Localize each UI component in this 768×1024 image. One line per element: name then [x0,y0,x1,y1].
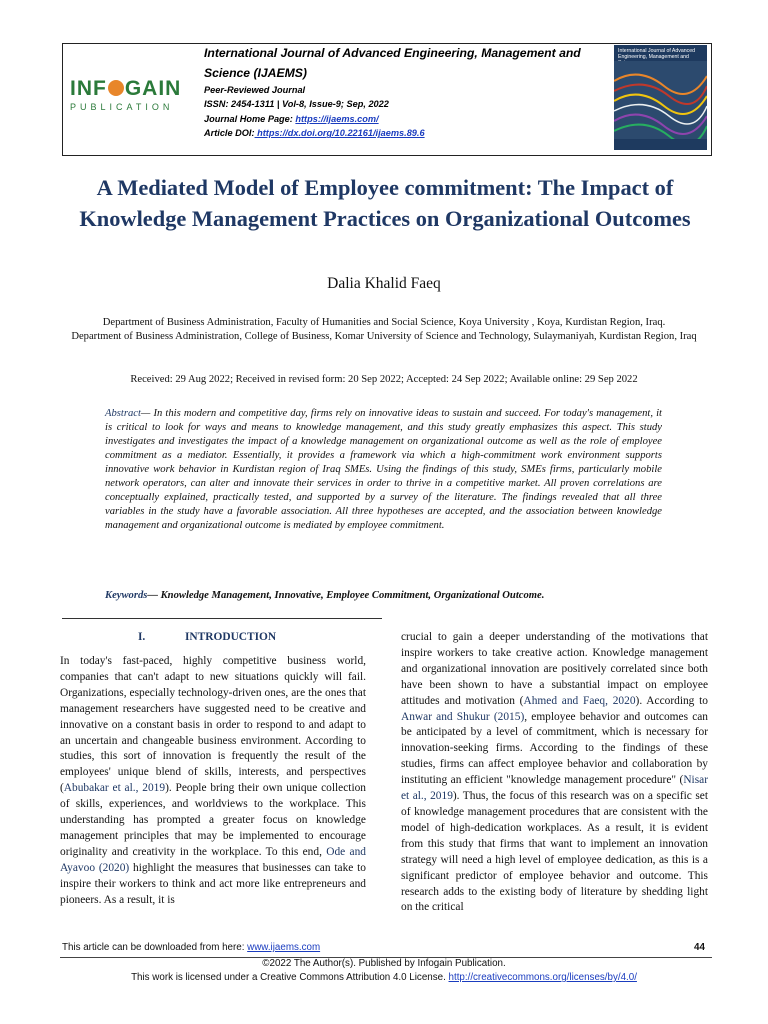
affiliation-1: Department of Business Administration, Faculty of Humanities and Social Science, Koya University , Koya, Kurdistan Region, Iraq. [102,317,666,328]
cover-art-icon [614,61,707,139]
homepage-label: Journal Home Page: [204,113,296,124]
section-number: I. [138,631,146,643]
abstract-label: Abstract [105,408,141,419]
citation-link[interactable]: Abubakar et al., 2019 [63,782,166,795]
citation-link[interactable]: Ode and Ayavoo (2020) [60,845,366,874]
doi-label: Article DOI: [204,128,255,139]
left-column-text [60,654,366,909]
peer-reviewed-label: Peer-Reviewed Journal [204,85,306,95]
doi-line [204,126,599,140]
copyright-line: ©2022 The Author(s). Published by Infogain Publication. [262,958,506,969]
abstract-text: In this modern and competitive day, firms rely on innovative ideas to sustain and succeed. For today's management, it is critical to look for ways and means to knowledge management, and this study greatly emphasizes this aspect. This study investigates and investigates the impact of a knowledge management on organizational outcome as well as the role of employee commitment as a mediator. Essentially, it provides a framework via which a high-commitment work environment supports innovative work behavior in Kurdistan region of Iraq SMEs. Using the findings of this study, SMEs firms, particularly mobile network operators, can alter and innovate their services in order to thrive in a competitive market. All proven correlations are conceptually explained, practically tested, and supported by a survey of the literature. The findings revealed that all three variables in the study have a favorable association. All three hypotheses are accepted, and the association between knowledge management and organizational outcome is mediated by employee commitment. [105,408,662,532]
keywords-label: Keywords [105,590,148,601]
keywords-text: — Knowledge Management, Innovative, Employee Commitment, Organizational Outcome. [147,590,545,601]
affiliation-2: Department of Business Administration, College of Business, Komar University of Science and Technology, Sulaymaniyah, Kurdistan Region, Iraq [71,331,697,342]
col1-text-3: highlight the measures that businesses can take to inspire their workers to think and act more like entrepreneurs and pioneers. As a result, it is [60,861,366,906]
cover-title: International Journal of Advanced Engineering, Management and [618,48,696,60]
abstract-dash: — [140,408,154,419]
col2-text-2: ). According to [635,694,709,707]
journal-info [204,43,599,141]
download-link[interactable]: www.ijaems.com [247,942,321,953]
paper-title: A Mediated Model of Employee commitment: The Impact of Knowledge Management Practices on Organizational Outcomes [79,175,691,231]
section-title: INTRODUCTION [185,631,277,643]
col1-text-2: ). People bring their own unique collection of skills, experiences, and worldviews to the workplace. This understanding has prompted a greater focus on knowledge management principles that may be implemented to encourage originality and creativity in the workplace. To this end, [60,782,366,858]
affiliations [62,316,706,344]
logo-globe-icon [108,80,124,96]
homepage-line [204,112,599,126]
download-label: This article can be downloaded from here: [62,942,248,953]
logo-subtitle: PUBLICATION [70,102,174,112]
article-dates: Received: 29 Aug 2022; Received in revised form: 20 Sep 2022; Accepted: 24 Sep 2022; Available online: 29 Sep 2022 [130,374,638,385]
abstract [105,407,662,533]
citation-link[interactable]: Ahmed and Faeq, 2020 [523,694,636,707]
license-line [0,972,768,983]
homepage-link[interactable]: https://ijaems.com/ [295,113,379,124]
page-number: 44 [694,942,705,953]
doi-link[interactable]: https://dx.doi.org/10.22161/ijaems.89.6 [254,128,425,139]
keywords [105,590,662,601]
citation-link[interactable]: Nisar et al., 2019 [401,774,708,803]
author-name: Dalia Khalid Faeq [327,275,441,292]
col2-text-4: ). Thus, the focus of this research was on a specific set of knowledge management procedures that are consistent with the model of high-dedication workplaces. As a result, it is evident from this study that firms that want to implement an innovation strategy will need a high level of employee dedication, as this is a significant predictor of employee behavior and outcome. This research adds to the existing body of literature by shedding light on the critical [401,790,708,914]
citation-link[interactable]: Anwar and Shukur (2015) [401,710,525,723]
section-divider [62,618,382,619]
infogain-logo [70,78,186,112]
logo-text-left: INF [70,77,107,100]
col1-text-1: In today's fast-paced, highly competitive business world, companies that can't adapt to new situations quickly will fail. Organizations, especially technology-driven ones, are the ones that management researchers have suggested need to be creative and innovative on a constant basis in order to respond to and adapt to an uncertain and changeable business environment. According to studies, this sort of innovation is frequently the result of the employees' unique blend of skills, interests, and perspectives ( [60,655,366,795]
col2-text-3: , employee behavior and outcomes can be anticipated by a level of commitment, which is necessary for innovation-seeking firms. According to the findings of these studies, firms can affect employee behavior and collaboration by instituting an efficient "knowledge management procedure" ( [401,710,709,787]
license-link[interactable]: http://creativecommons.org/licenses/by/4.0/ [448,972,637,983]
right-column-text [401,630,708,916]
issn-line: ISSN: 2454-1311 | Vol-8, Issue-9; Sep, 2022 [204,99,389,110]
journal-title: International Journal of Advanced Engineering, Management and Science (IJAEMS) [204,46,581,80]
download-line [62,942,320,953]
col2-text-1: crucial to gain a deeper understanding of the motivations that inspire workers to take creative action. Knowledge management and organizational innovation are positively correlated since both have been shown to have a substantial impact on employee attitudes and motivation ( [401,631,708,707]
license-label: This work is licensed under a Creative Commons Attribution 4.0 License. [131,972,449,983]
logo-text-right: GAIN [124,77,182,100]
journal-cover-image [614,45,707,150]
